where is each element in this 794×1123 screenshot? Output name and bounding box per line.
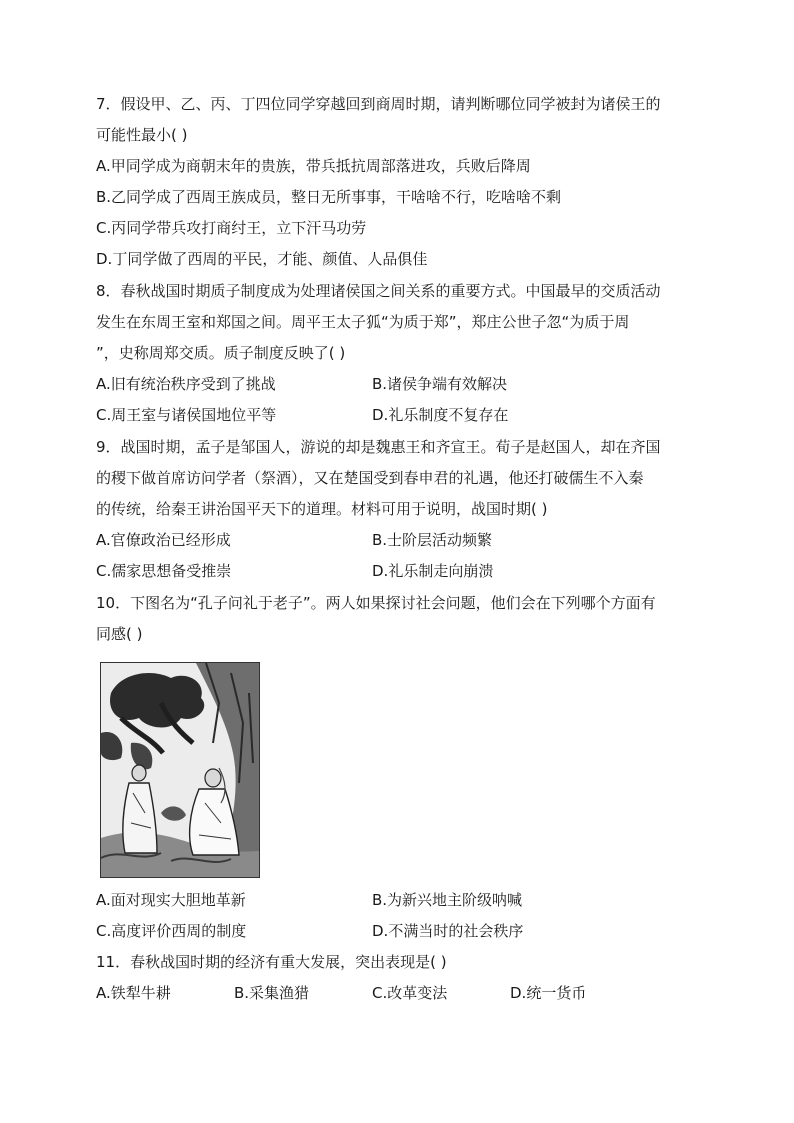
question-11-option-d[interactable]: D.统一货币 xyxy=(510,984,587,1002)
confucius-lao-tzu-illustration xyxy=(100,662,260,878)
question-8-option-a[interactable]: A.旧有统治秩序受到了挑战 xyxy=(96,375,276,393)
question-8-options-row-2 xyxy=(96,400,702,431)
question-10 xyxy=(96,588,702,650)
question-9-option-b[interactable]: B.士阶层活动频繁 xyxy=(372,531,493,549)
question-7-option-b[interactable]: B.乙同学成了西周王族成员，整日无所事事，干啥啥不行，吃啥啥不剩 xyxy=(96,188,562,206)
question-9-option-c[interactable]: C.儒家思想备受推崇 xyxy=(96,562,232,580)
question-11-option-a[interactable]: A.铁犁牛耕 xyxy=(96,984,171,1002)
question-9-option-d[interactable]: D.礼乐制走向崩溃 xyxy=(372,562,494,580)
question-9-options-row-1 xyxy=(96,525,702,556)
question-8-stem-line-1: 8．春秋战国时期质子制度成为处理诸侯国之间关系的重要方式。中国最早的交质活动 xyxy=(96,282,661,300)
question-9-stem-line-2: 的稷下做首席访问学者（祭酒），又在楚国受到春申君的礼遇，他还打破儒生不入秦 xyxy=(96,469,644,487)
question-7-stem-line-1: 7．假设甲、乙、丙、丁四位同学穿越回到商周时期，请判断哪位同学被封为诸侯王的 xyxy=(96,95,661,113)
question-11-stem-line-1: 11．春秋战国时期的经济有重大发展，突出表现是( ) xyxy=(96,953,447,971)
question-10-options-row-1 xyxy=(96,885,702,916)
question-8-stem-line-3: ”，史称周郑交质。质子制度反映了( ) xyxy=(96,344,346,362)
question-10-stem-line-2: 同感( ) xyxy=(96,625,143,643)
question-9-options-row-2 xyxy=(96,556,702,587)
question-7-option-a[interactable]: A.甲同学成为商朝末年的贵族，带兵抵抗周部落进攻，兵败后降周 xyxy=(96,157,531,175)
question-7-option-d[interactable]: D.丁同学做了西周的平民，才能、颜值、人品俱佳 xyxy=(96,250,428,268)
question-11-option-c[interactable]: C.改革变法 xyxy=(372,984,448,1002)
question-8-stem-line-2: 发生在东周王室和郑国之间。周平王太子狐“为质于郑”，郑庄公世子忽“为质于周 xyxy=(96,313,630,331)
question-10-option-c[interactable]: C.高度评价西周的制度 xyxy=(96,922,247,940)
question-8-option-d[interactable]: D.礼乐制度不复存在 xyxy=(372,406,509,424)
question-8-option-c[interactable]: C.周王室与诸侯国地位平等 xyxy=(96,406,277,424)
question-7-stem-line-2: 可能性最小( ) xyxy=(96,126,188,144)
question-7-option-c[interactable]: C.丙同学带兵攻打商纣王，立下汗马功劳 xyxy=(96,219,367,237)
question-10-option-b[interactable]: B.为新兴地主阶级呐喊 xyxy=(372,891,523,909)
ink-painting-image xyxy=(101,663,259,877)
question-8-option-b[interactable]: B.诸侯争端有效解决 xyxy=(372,375,508,393)
question-9 xyxy=(96,432,702,587)
question-9-option-a[interactable]: A.官僚政治已经形成 xyxy=(96,531,231,549)
question-11-options-row xyxy=(96,978,702,1009)
question-8-options-row-1 xyxy=(96,369,702,400)
question-9-stem-line-1: 9．战国时期，孟子是邹国人，游说的却是魏惠王和齐宣王。荀子是赵国人，却在齐国 xyxy=(96,438,661,456)
question-9-stem-line-3: 的传统，给秦王讲治国平天下的道理。材料可用于说明，战国时期( ) xyxy=(96,500,548,518)
question-11-option-b[interactable]: B.采集渔猎 xyxy=(234,984,310,1002)
question-10-stem-line-1: 10．下图名为“孔子问礼于老子”。两人如果探讨社会问题，他们会在下列哪个方面有 xyxy=(96,594,656,612)
question-11 xyxy=(96,947,702,1009)
question-10-option-d[interactable]: D.不满当时的社会秩序 xyxy=(372,922,524,940)
question-8 xyxy=(96,276,702,431)
question-10-options-row-2 xyxy=(96,916,702,947)
question-7 xyxy=(96,89,702,275)
question-10-option-a[interactable]: A.面对现实大胆地革新 xyxy=(96,891,246,909)
question-10-options xyxy=(96,885,702,947)
